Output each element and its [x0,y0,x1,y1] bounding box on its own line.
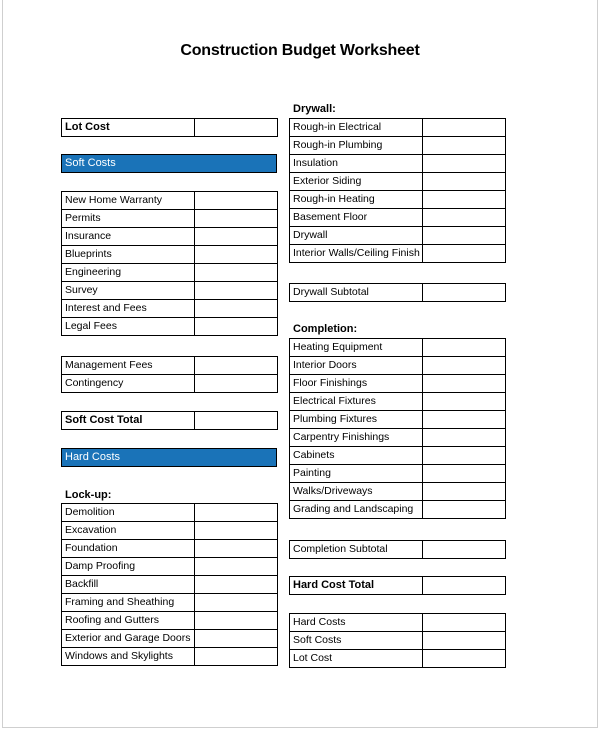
row-value-cell[interactable] [195,576,278,594]
row-label: Exterior Siding [290,173,423,191]
table-row [62,300,278,318]
row-label: Grading and Landscaping [290,501,423,519]
row-value-cell[interactable] [195,210,278,228]
lot-cost-value-cell[interactable] [195,119,278,137]
row-label: Hard Costs [290,614,423,632]
row-label: Lot Cost [290,650,423,668]
lot-cost-label: Lot Cost [62,119,195,137]
table-row [62,612,278,630]
row-label: Permits [62,210,195,228]
table-row [290,614,506,632]
table-row [62,282,278,300]
soft-cost-total-table [61,411,278,430]
row-label: Framing and Sheathing [62,594,195,612]
row-value-cell[interactable] [423,357,506,375]
table-row [290,483,506,501]
row-value-cell[interactable] [195,282,278,300]
table-row [290,245,506,263]
row-value-cell[interactable] [195,648,278,666]
row-label: Carpentry Finishings [290,429,423,447]
row-label: Contingency [62,375,195,393]
row-value-cell[interactable] [195,357,278,375]
row-value-cell[interactable] [195,504,278,522]
row-label: Insurance [62,228,195,246]
completion-subtotal-value-cell[interactable] [423,541,506,559]
completion-heading: Completion: [293,323,358,335]
table-row [62,375,278,393]
row-label: Roofing and Gutters [62,612,195,630]
table-row [62,246,278,264]
row-value-cell[interactable] [423,173,506,191]
hard-cost-total-value-cell[interactable] [423,577,506,595]
table-row [290,357,506,375]
table-row [290,429,506,447]
row-value-cell[interactable] [423,483,506,501]
table-row [290,227,506,245]
table-row [290,501,506,519]
row-label: Survey [62,282,195,300]
drywall-subtotal-value-cell[interactable] [423,284,506,302]
table-row [290,375,506,393]
table-row [62,594,278,612]
row-value-cell[interactable] [195,228,278,246]
drywall-heading: Drywall: [293,103,336,115]
row-value-cell[interactable] [195,594,278,612]
table-row [62,357,278,375]
table-row [290,411,506,429]
table-row [62,318,278,336]
row-label: Soft Costs [290,632,423,650]
row-label: Cabinets [290,447,423,465]
soft-cost-total-label: Soft Cost Total [62,412,195,430]
row-label: Drywall [290,227,423,245]
table-row [62,558,278,576]
row-value-cell[interactable] [423,245,506,263]
row-value-cell[interactable] [423,650,506,668]
row-value-cell[interactable] [423,411,506,429]
table-row [290,137,506,155]
row-value-cell[interactable] [423,119,506,137]
row-label: Electrical Fixtures [290,393,423,411]
table-row [290,155,506,173]
hard-costs-header: Hard Costs [61,448,277,467]
row-label: Painting [290,465,423,483]
table-row [290,465,506,483]
row-label: Floor Finishings [290,375,423,393]
row-value-cell[interactable] [423,632,506,650]
row-label: Backfill [62,576,195,594]
row-value-cell[interactable] [195,630,278,648]
table-row [290,447,506,465]
row-value-cell[interactable] [195,264,278,282]
completion-table [289,338,506,519]
row-value-cell[interactable] [423,447,506,465]
row-label: Plumbing Fixtures [290,411,423,429]
table-row [290,191,506,209]
management-table [61,356,278,393]
hard-cost-total-table [289,576,506,595]
table-row [290,393,506,411]
completion-subtotal-table [289,540,506,559]
table-row [290,632,506,650]
row-label: Damp Proofing [62,558,195,576]
row-value-cell[interactable] [423,191,506,209]
table-row [62,630,278,648]
table-row [62,504,278,522]
row-label: Interest and Fees [62,300,195,318]
summary-table [289,613,506,668]
table-row [290,119,506,137]
row-label: Interior Walls/Ceiling Finish [290,245,423,263]
row-value-cell[interactable] [195,246,278,264]
page-title: Construction Budget Worksheet [180,42,420,59]
row-value-cell[interactable] [195,540,278,558]
table-row [62,412,278,430]
row-label: Engineering [62,264,195,282]
row-value-cell[interactable] [195,522,278,540]
table-row [62,522,278,540]
drywall-table [289,118,506,263]
row-value-cell[interactable] [423,501,506,519]
table-row [290,541,506,559]
row-value-cell[interactable] [423,614,506,632]
row-label: Interior Doors [290,357,423,375]
row-label: Walks/Driveways [290,483,423,501]
drywall-subtotal-label: Drywall Subtotal [290,284,423,302]
row-label: New Home Warranty [62,192,195,210]
table-row [290,339,506,357]
table-row [290,173,506,191]
row-label: Exterior and Garage Doors [62,630,195,648]
table-row [62,228,278,246]
row-value-cell[interactable] [423,339,506,357]
row-label: Excavation [62,522,195,540]
table-row [290,650,506,668]
table-row [290,577,506,595]
row-value-cell[interactable] [423,429,506,447]
table-row [290,284,506,302]
row-label: Legal Fees [62,318,195,336]
row-value-cell[interactable] [195,318,278,336]
table-row [62,119,278,137]
table-row [62,264,278,282]
table-row [62,192,278,210]
table-row [62,540,278,558]
row-label: Basement Floor [290,209,423,227]
row-value-cell[interactable] [423,209,506,227]
completion-subtotal-label: Completion Subtotal [290,541,423,559]
row-value-cell[interactable] [423,465,506,483]
table-row [62,648,278,666]
row-label: Foundation [62,540,195,558]
row-label: Windows and Skylights [62,648,195,666]
hard-cost-total-label: Hard Cost Total [290,577,423,595]
row-value-cell[interactable] [195,192,278,210]
table-row [290,209,506,227]
soft-cost-total-value-cell[interactable] [195,412,278,430]
table-row [62,576,278,594]
row-value-cell[interactable] [195,300,278,318]
row-label: Rough-in Plumbing [290,137,423,155]
row-value-cell[interactable] [195,558,278,576]
lockup-heading: Lock-up: [65,489,112,501]
lot-cost-table [61,118,278,137]
row-value-cell[interactable] [195,612,278,630]
soft-costs-table [61,191,278,336]
lockup-table [61,503,278,666]
row-value-cell[interactable] [423,375,506,393]
row-label: Rough-in Electrical [290,119,423,137]
row-value-cell[interactable] [423,393,506,411]
row-label: Rough-in Heating [290,191,423,209]
row-value-cell[interactable] [423,137,506,155]
drywall-subtotal-table [289,283,506,302]
row-label: Insulation [290,155,423,173]
soft-costs-header: Soft Costs [61,154,277,173]
row-label: Demolition [62,504,195,522]
row-value-cell[interactable] [195,375,278,393]
row-value-cell[interactable] [423,227,506,245]
row-value-cell[interactable] [423,155,506,173]
row-label: Management Fees [62,357,195,375]
row-label: Blueprints [62,246,195,264]
table-row [62,210,278,228]
row-label: Heating Equipment [290,339,423,357]
